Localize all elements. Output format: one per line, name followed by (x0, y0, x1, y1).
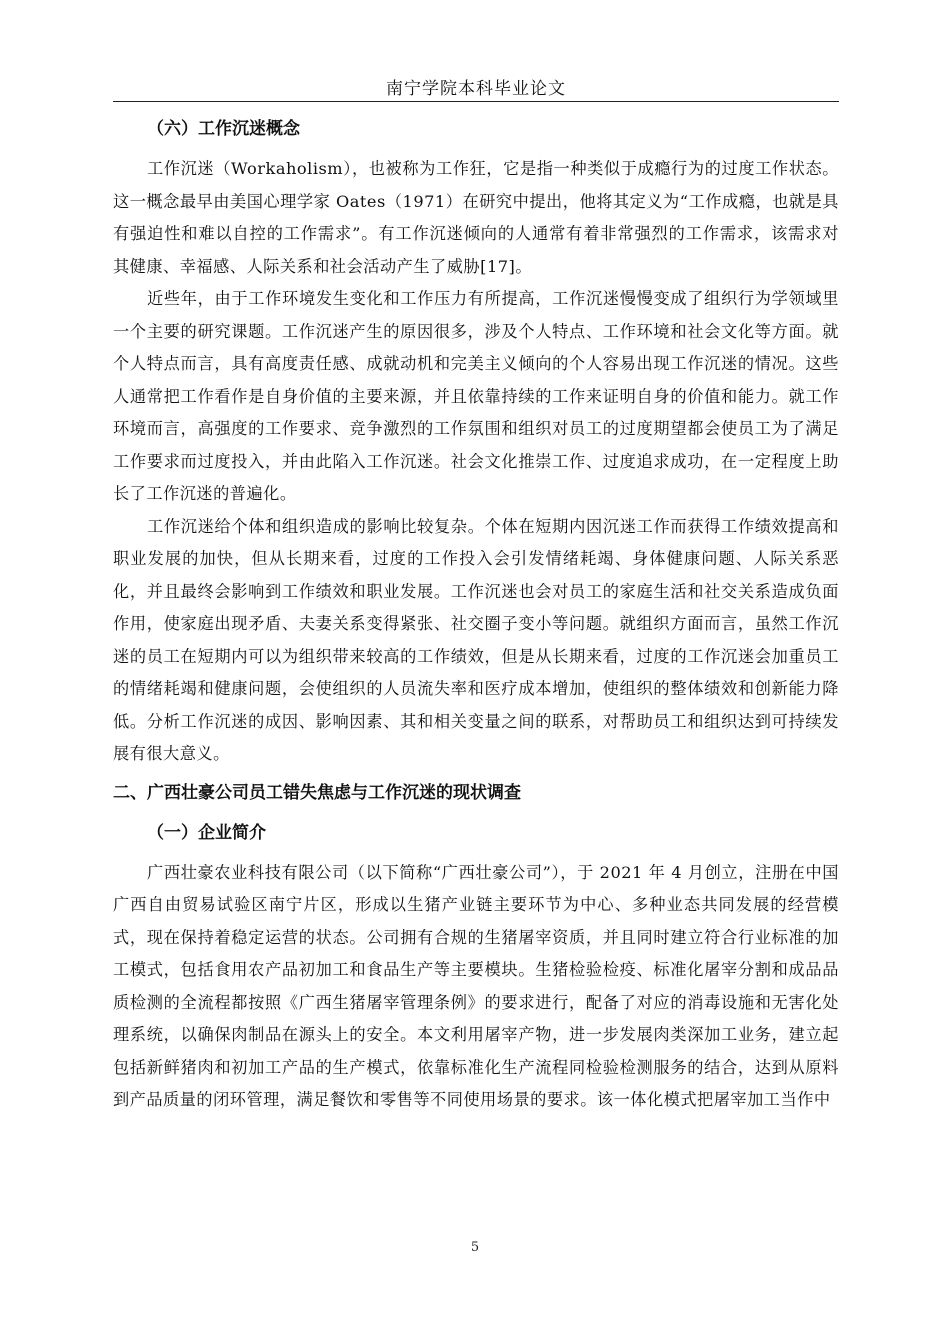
section-heading-work-addiction: （六）工作沉迷概念 (147, 119, 300, 139)
paragraph-definition: 工作沉迷（Workaholism），也被称为工作狂，它是指一种类似于成瘾行为的过度工作状态。这一概念最早由美国心理学家 Oates（1971）在研究中提出，他将其定义为“工作成瘾，也就是具有强迫性和难以自控的工作需求”。有工作沉迷倾向的人通常有着非常强烈的工作需求，该需求对其健康、幸福感、人际关系和社会活动产生了威胁[17]。 (113, 159, 839, 276)
chapter-heading-survey: 二、广西壮豪公司员工错失焦虑与工作沉迷的现状调查 (113, 782, 521, 803)
section-heading-company-intro: （一）企业简介 (147, 822, 266, 843)
running-header: 南宁学院本科毕业论文 (386, 79, 566, 99)
page-number: 5 (470, 1240, 480, 1255)
paragraph-effects: 工作沉迷给个体和组织造成的影响比较复杂。个体在短期内因沉迷工作而获得工作绩效提高和职业发展的加快，但从长期来看，过度的工作投入会引发情绪耗竭、身体健康问题、人际关系恶化，并且最终会影响到工作绩效和职业发展。工作沉迷也会对员工的家庭生活和社交关系造成负面作用，使家庭出现矛盾、夫妻关系变得紧张、社交圈子变小等问题。就组织方面而言，虽然工作沉迷的员工在短期内可以为组织带来较高的工作绩效，但是从长期来看，过度的工作沉迷会加重员工的情绪耗竭和健康问题，会使组织的人员流失率和医疗成本增加，使组织的整体绩效和创新能力降低。分析工作沉迷的成因、影响因素、其和相关变量之间的联系，对帮助员工和组织达到可持续发展有很大意义。 (113, 516, 839, 763)
header-divider (113, 101, 839, 102)
paragraph-company-intro: 广西壮豪农业科技有限公司（以下简称“广西壮豪公司”），于 2021 年 4 月创立，注册在中国广西自由贸易试验区南宁片区，形成以生猪产业链主要环节为中心、多种业态共同发展的经营模式，现在保持着稳定运营的状态。公司拥有合规的生猪屠宰资质，并且同时建立符合行业标准的加工模式，包括食用农产品初加工和食品生产等主要模块。生猪检验检疫、标准化屠宰分割和成品品质检测的全流程都按照《广西生猪屠宰管理条例》的要求进行，配备了对应的消毒设施和无害化处理系统，以确保肉制品在源头上的安全。本文利用屠宰产物，进一步发展肉类深加工业务，建立起包括新鲜猪肉和初加工产品的生产模式，依靠标准化生产流程同检验检测服务的结合，达到从原料到产品质量的闭环管理，满足餐饮和零售等不同使用场景的要求。该一体化模式把屠宰加工当作中 (113, 862, 839, 1109)
paragraph-causes: 近些年，由于工作环境发生变化和工作压力有所提高，工作沉迷慢慢变成了组织行为学领域里一个主要的研究课题。工作沉迷产生的原因很多，涉及个人特点、工作环境和社会文化等方面。就个人特点而言，具有高度责任感、成就动机和完美主义倾向的个人容易出现工作沉迷的情况。这些人通常把工作看作是自身价值的主要来源，并且依靠持续的工作来证明自身的价值和能力。就工作环境而言，高强度的工作要求、竞争激烈的工作氛围和组织对员工的过度期望都会使员工为了满足工作要求而过度投入，并由此陷入工作沉迷。社会文化推崇工作、过度追求成功，在一定程度上助长了工作沉迷的普遍化。 (113, 289, 839, 503)
body-content (113, 113, 839, 1117)
